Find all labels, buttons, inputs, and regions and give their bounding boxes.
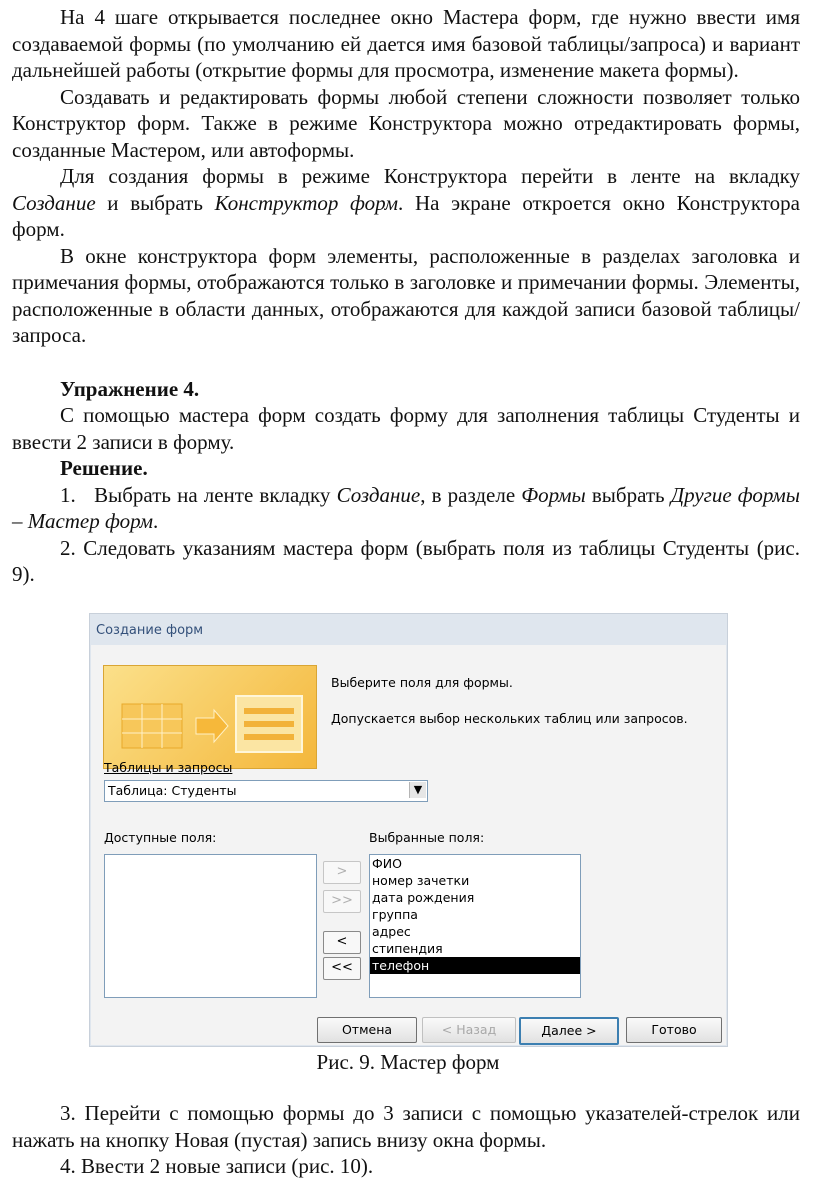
- list-item[interactable]: дата рождения: [372, 890, 475, 905]
- dialog-title: Создание форм: [96, 623, 204, 638]
- tables-select[interactable]: [104, 780, 428, 802]
- exercise-text: С помощью мастера форм создать форму для заполнения таблицы Студенты и ввести 2 записи в форму.: [12, 403, 800, 454]
- prompt-text: Выберите поля для формы.: [331, 675, 513, 690]
- paragraph-3: Для создания формы в режиме Конструктора перейти в ленте на вкладку Создание и выбрать Конструктор форм. На экране откроется окно Конструктора форм.: [12, 164, 800, 241]
- available-fields-list[interactable]: [104, 854, 317, 998]
- solution-label: Решение.: [60, 456, 148, 480]
- paragraph-2: Создавать и редактировать формы любой степени сложности позволяет только Конструктор форм. Также в режиме Конструктора можно отредактировать формы, созданные Мастером, или автоформы.: [12, 84, 800, 162]
- list-item[interactable]: стипендия: [372, 941, 443, 956]
- step-1: 1. Выбрать на ленте вкладку Создание, в разделе Формы выбрать Другие формы – Мастер форм.: [12, 482, 801, 533]
- document-text-bottom: [12, 1100, 800, 1180]
- next-button[interactable]: Далее >: [519, 1017, 619, 1045]
- list-item[interactable]: номер зачетки: [372, 873, 470, 888]
- wizard-illustration-icon: [103, 665, 317, 769]
- add-field-button[interactable]: >: [323, 861, 361, 884]
- list-item[interactable]: телефон: [370, 957, 580, 974]
- remove-field-button[interactable]: <: [323, 931, 361, 954]
- cancel-button[interactable]: Отмена: [317, 1017, 417, 1043]
- dialog-body: [91, 645, 726, 1045]
- back-button[interactable]: < Назад: [422, 1017, 516, 1043]
- tables-label: Таблицы и запросы: [104, 760, 233, 775]
- figure-caption: Рис. 9. Мастер форм: [316, 1050, 500, 1074]
- list-item[interactable]: группа: [372, 907, 418, 922]
- paragraph-1: На 4 шаге открывается последнее окно Мастера форм, где нужно ввести имя создаваемой формы (по умолчанию ей дается имя базовой таблицы/запроса) и вариант дальнейшей работы (открытие формы для просмотра, изменение макета формы).: [12, 5, 800, 82]
- available-fields-label: Доступные поля:: [104, 830, 217, 845]
- step-4: 4. Ввести 2 новые записи (рис. 10).: [60, 1154, 374, 1178]
- list-item[interactable]: адрес: [372, 924, 411, 939]
- chevron-down-icon[interactable]: ▼: [409, 782, 426, 798]
- tables-select-value: Таблица: Студенты: [108, 783, 237, 798]
- selected-fields-list[interactable]: [369, 854, 581, 998]
- document-text: [12, 4, 800, 588]
- hint-text: Допускается выбор нескольких таблиц или запросов.: [331, 711, 688, 726]
- form-wizard-dialog: [89, 613, 728, 1047]
- step-2: 2. Следовать указаниям мастера форм (выбрать поля из таблицы Студенты (рис. 9).: [12, 535, 800, 586]
- finish-button[interactable]: Готово: [626, 1017, 722, 1043]
- selected-fields-label: Выбранные поля:: [369, 830, 485, 845]
- list-item[interactable]: ФИО: [372, 856, 402, 871]
- add-all-fields-button[interactable]: >>: [323, 890, 361, 913]
- paragraph-4: В окне конструктора форм элементы, расположенные в разделах заголовка и примечания формы, отображаются только в заголовке и примечании формы. Элементы, расположенные в области данных, отображаются для каждой записи базовой таблицы/запроса.: [12, 243, 800, 347]
- remove-all-fields-button[interactable]: <<: [323, 957, 361, 980]
- exercise-title: Упражнение 4.: [60, 376, 200, 401]
- step-3: 3. Перейти с помощью формы до 3 записи с помощью указателей-стрелок или нажать на кнопку Новая (пустая) запись внизу окна формы.: [12, 1101, 800, 1152]
